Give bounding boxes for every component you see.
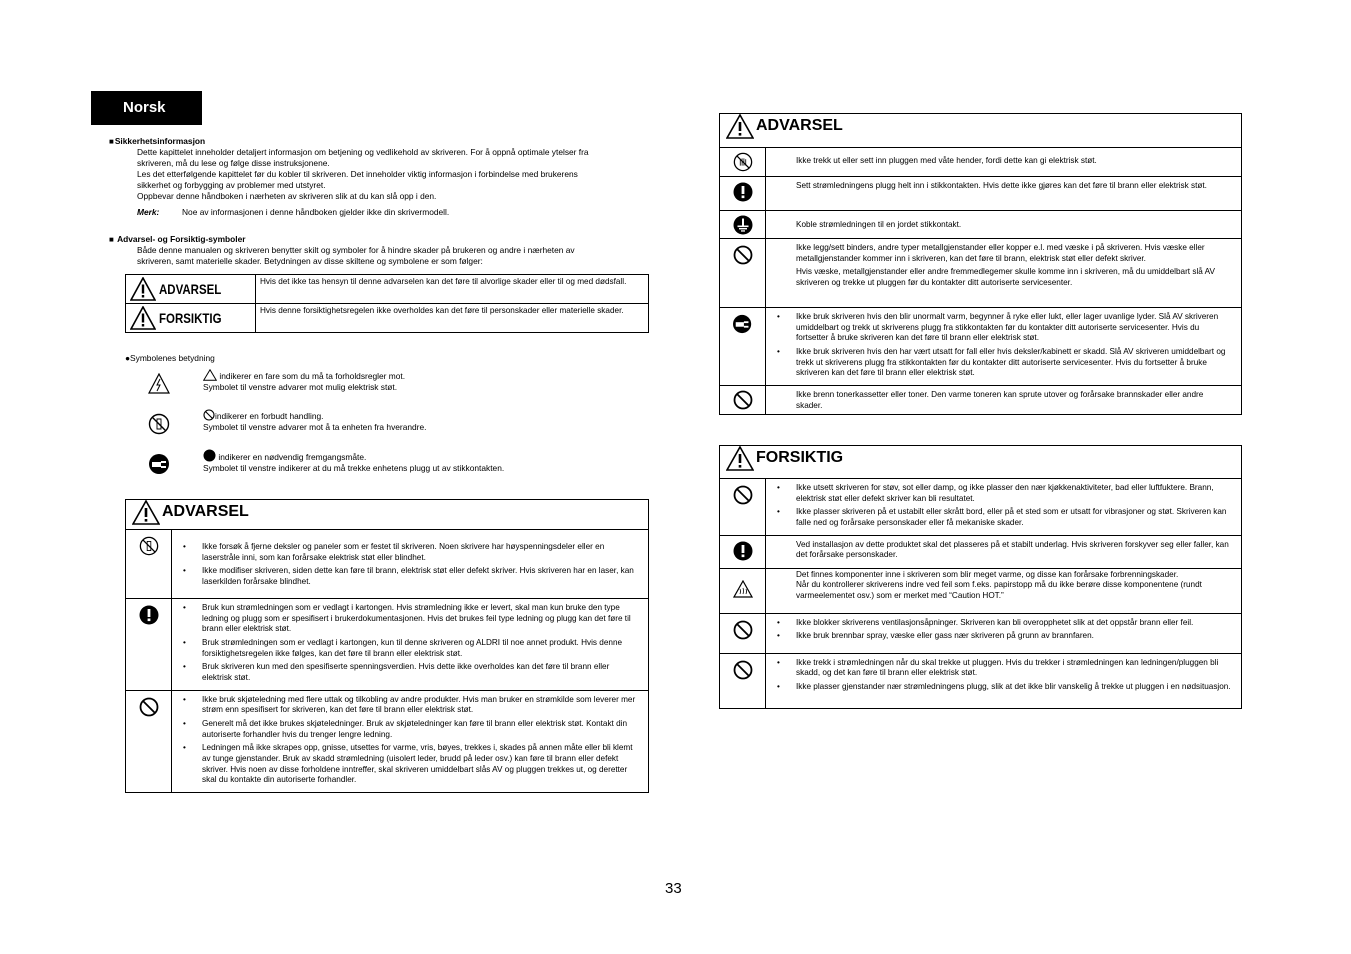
advarsel-row xyxy=(720,308,1242,386)
advarsel-item: • Ikke modifiser skriveren, siden dette kan føre til brann, elektrisk støt eller defekt skriver. Hvis skriveren har en laser, kan laserkilden forårsake blindhet. xyxy=(202,566,638,587)
warning-triangle-icon xyxy=(726,114,754,139)
mandatory-icon xyxy=(733,182,753,202)
forsiktig-row xyxy=(720,613,1242,653)
symbol-prohibited-detail: Symbolet til venstre advarer mot å ta enheten fra hverandre. xyxy=(203,422,427,432)
prohibited-icon xyxy=(733,660,753,680)
prohibited-icon xyxy=(733,485,753,505)
advarsel-item: • Ikke bruk skriveren hvis den har vært utsatt for fall eller hvis deksler/kabinett er skadd. Slå AV skriveren umiddelbart og trekk ut skriverens plugg fra stikkontakten før du kontakter ditt autoriserte servicesenter. Hvis du fortsetter å bruke skriveren kan det føre til brann eller elektrisk støt. xyxy=(796,347,1231,379)
forsiktig-item: • Ikke utsett skriveren for støv, sot eller damp, og ikke plasser den nær kjøkkenaktiviteter, bad eller luftfuktere. Brann, elektrisk støt eller defekt skriver kan bli resultatet. xyxy=(796,483,1231,504)
page-number: 33 xyxy=(665,880,682,897)
forsiktig-text: Ved installasjon av dette produktet skal det plasseres på et stabilt underlag. Hvis skriveren forskyver seg eller faller, kan det forårsake personskader. xyxy=(796,539,1229,560)
symbols-meaning-title: ●Symbolenes betydning xyxy=(125,353,215,364)
note xyxy=(137,207,661,218)
safety-line: Dette kapittelet inneholder detaljert informasjon om betjening og vedlikehold av skriveren. For å oppnå optimale ytelser fra xyxy=(137,147,589,158)
advarsel-header xyxy=(126,500,649,530)
symbol-row-mandatory xyxy=(91,449,661,484)
forsiktig-item: • Ikke trekk i strømledningen når du skal trekke ut pluggen. Hvis du trekker i strømledningen kan ledningen/pluggen bli skadd, og det kan føre til brann eller elektrisk støt. xyxy=(796,658,1231,679)
safety-line: Oppbevar denne håndboken i nærheten av skriveren slik at du kan slå opp i den. xyxy=(137,191,437,202)
advarsel-item: • Bruk skriveren kun med den spesifiserte spenningsverdien. Hvis dette ikke overholdes kan det føre til brann eller elektrisk støt. xyxy=(202,662,638,683)
advarsel-row xyxy=(720,211,1242,239)
no-disassemble-icon xyxy=(148,413,170,435)
forsiktig-item: • Ikke blokker skriverens ventilasjonsåpninger. Skriveren kan bli overopphetet slik at det oppstår brann eller feil. xyxy=(796,618,1231,629)
forsiktig-item: • Ikke plasser gjenstander nær strømledningens plugg, slik at det ikke blir vanskelig å trekke ut pluggen i en nødsituasjon. xyxy=(796,682,1231,693)
advarsel-row xyxy=(720,177,1242,211)
forsiktig-text: Det finnes komponenter inne i skriveren som blir meget varme, og disse kan forårsake forbrenningskader. Når du kontrollerer skriverens indre ved feil som f.eks. papirstopp må du ikke berøre disse komponentene (rundt varmeelementet osv.) som er merket med “Caution HOT.” xyxy=(796,569,1202,600)
symbols-heading-text: Advarsel- og Forsiktig-symboler xyxy=(117,233,246,244)
triangle-icon xyxy=(203,369,217,381)
caution-word: FORSIKTIG xyxy=(159,310,222,327)
warning-word: ADVARSEL xyxy=(159,281,222,298)
advarsel-item: • Ledningen må ikke skrapes opp, gnisse, utsettes for varme, vris, bøyes, trekkes i, skades på annen måte eller bli klemt av tunge gjenstander. Bruk av skadd strømledning (uisolert leder, brudd på leder osv.) kan føre til brann eller defekt skriver. Hvis noen av disse forholdene inntreffer, skal skriveren umiddelbart slås AV og pluggen trekkes ut, og deretter skal du kontakte din autoriserte forhandler. xyxy=(202,743,638,786)
prohibited-icon xyxy=(139,697,159,717)
advarsel-item: • Generelt må det ikke brukes skjøteledninger. Bruk av skjøteledninger kan føre til brann eller elektrisk støt. Kontakt din autoriserte forhandler hvis du trenger lengre ledning. xyxy=(202,719,638,740)
electric-shock-icon xyxy=(148,373,170,395)
signal-row-warning xyxy=(126,275,649,304)
advarsel-row xyxy=(720,385,1242,414)
advarsel-title: ADVARSEL xyxy=(162,503,249,521)
advarsel-row xyxy=(720,239,1242,308)
advarsel-text: Sett strømledningens plugg helt inn i stikkontakten. Hvis dette ikke gjøres kan det føre til brann eller elektrisk støt. xyxy=(796,181,1207,190)
advarsel-row xyxy=(126,599,649,691)
mandatory-icon xyxy=(139,605,159,625)
advarsel-table-right xyxy=(719,113,1242,415)
hot-surface-icon xyxy=(733,580,753,598)
warning-triangle-icon xyxy=(130,277,156,301)
safety-line: Les det etterfølgende kapittelet før du kobler til skriveren. Det inneholder viktig informasjon i forbindelse med brukerens xyxy=(137,169,578,180)
warning-description: Hvis det ikke tas hensyn til denne advarselen kan det føre til alvorlige skader eller til og med dødsfall. xyxy=(256,275,649,304)
safety-heading: ■Sikkerhetsinformasjon xyxy=(109,136,206,146)
symbols-heading: ■ Advarsel- og Forsiktig-symboler xyxy=(109,233,246,244)
symbol-mandatory-text: indikerer en nødvendig fremgangsmåte. xyxy=(218,452,367,463)
signal-row-caution xyxy=(126,304,649,333)
advarsel-text: Ikke trekk ut eller sett inn pluggen med våte hender, fordi dette kan gi elektrisk støt. xyxy=(796,156,1097,165)
forsiktig-row xyxy=(720,535,1242,568)
language-tab: Norsk xyxy=(91,91,202,125)
forsiktig-item: • Ikke plasser skriveren på et ustabilt eller skrått bord, eller på et sted som er utsatt for vibrasjoner og støt. Skriveren kan falle ned og forårsake personskader eller få mekaniske skader. xyxy=(796,507,1231,528)
warning-label-cell xyxy=(126,275,256,304)
prohibited-icon xyxy=(733,245,753,265)
symbol-prohibited-text: indikerer en forbudt handling. xyxy=(215,411,324,422)
advarsel-item: • Ikke bruk skjøteledning med flere uttak og tilkobling av andre produkter. Hvis man bruker en strømkilde som leverer mer strøm enn spesifisert for skriveren, kan det føre til brann eller elektrisk støt. xyxy=(202,695,638,716)
safety-line: skriveren, må du lese og følge disse instruksjonene. xyxy=(137,158,330,169)
advarsel-row xyxy=(126,690,649,792)
mandatory-icon xyxy=(733,541,753,561)
forsiktig-title: FORSIKTIG xyxy=(756,449,844,467)
advarsel-row xyxy=(720,148,1242,177)
symbol-row-danger xyxy=(91,369,661,404)
symbol-mandatory-detail: Symbolet til venstre indikerer at du må trekke enhetens plugg ut av stikkontakten. xyxy=(203,463,505,473)
symbol-danger-text: indikerer en fare som du må ta forholdsregler mot. xyxy=(219,371,406,382)
advarsel-header xyxy=(720,114,1242,148)
filled-circle-icon xyxy=(203,449,216,462)
safety-line: sikkerhet og forbygging av problemer med utstyret. xyxy=(137,180,326,191)
caution-description: Hvis denne forsiktighetsregelen ikke overholdes kan det føre til personskader eller materielle skader. xyxy=(256,304,649,333)
forsiktig-item: • Ikke bruk brennbar spray, væske eller gass nær skriveren på grunn av brannfaren. xyxy=(796,631,1231,642)
no-disassemble-icon xyxy=(139,536,159,556)
forsiktig-row xyxy=(720,479,1242,536)
prohibited-icon xyxy=(733,390,753,410)
forsiktig-row xyxy=(720,653,1242,708)
symbol-row-prohibited xyxy=(91,409,661,444)
advarsel-text: Ikke brenn tonerkassetter eller toner. Den varme toneren kan sprute utover og forårsake brannskader eller andre skader. xyxy=(796,389,1204,410)
warning-triangle-icon xyxy=(132,500,160,525)
symbols-paragraph xyxy=(137,245,661,267)
left-column xyxy=(91,136,661,484)
forsiktig-header xyxy=(720,446,1242,479)
unplug-icon xyxy=(148,453,172,475)
advarsel-row xyxy=(126,530,649,599)
forsiktig-table xyxy=(719,445,1242,709)
advarsel-text: Koble strømledningen til en jordet stikkontakt. xyxy=(796,220,962,229)
note-label: Merk: xyxy=(137,207,160,217)
warning-triangle-icon xyxy=(130,306,156,330)
advarsel-text: Hvis væske, metallgjenstander eller andre fremmedlegemer skulle komme inn i skriveren, må du umiddelbart slå AV skriveren og trekke ut pluggen før du kontakter ditt autoriserte servicesenter. xyxy=(796,267,1215,287)
unplug-icon xyxy=(732,314,754,334)
advarsel-item: • Ikke forsøk å fjerne deksler og paneler som er festet til skriveren. Noen skrivere har høyspenningsdeler eller en laserstråle inni, som kan forårsake elektrisk støt eller blindhet. xyxy=(202,542,638,563)
symbols-line: skriveren, samt materielle skader. Betydningen av disse skiltene og symbolene er som følger: xyxy=(137,256,483,267)
advarsel-item: • Bruk kun strømledningen som er vedlagt i kartongen. Hvis strømledning ikke er levert, skal man kun bruke den type ledning og plugg som er spesifisert i brukerdokumentasjonen. Hvis det brukes feil type ledning og plugg kan det føre til brann eller elektrisk støt. xyxy=(202,603,638,635)
advarsel-title: ADVARSEL xyxy=(756,117,843,135)
ground-icon xyxy=(733,215,753,235)
advarsel-table-left xyxy=(125,499,649,793)
no-wet-hands-icon xyxy=(733,152,753,172)
symbol-danger-detail: Symbolet til venstre advarer mot mulig elektrisk støt. xyxy=(203,382,398,392)
prohibited-small-icon xyxy=(203,409,215,421)
symbols-line: Både denne manualen og skriveren benytter skilt og symboler for å hindre skader på brukeren og andre i nærheten av xyxy=(137,245,575,256)
forsiktig-row xyxy=(720,568,1242,613)
advarsel-item: • Ikke bruk skriveren hvis den blir unormalt varm, begynner å ryke eller lukt, eller lager uvanlige lyder. Slå AV skriveren umiddelbart og trekk ut skriverens plugg fra stikkontakten før du kontakter ditt autoriserte servicesenter. Hvis du fortsetter å bruke skriveren kan det føre til brann eller elektrisk støt. xyxy=(796,312,1231,344)
prohibited-icon xyxy=(733,620,753,640)
note-text: Noe av informasjonen i denne håndboken gjelder ikke din skrivermodell. xyxy=(182,207,450,217)
safety-paragraph xyxy=(137,147,661,202)
warning-triangle-icon xyxy=(726,446,754,471)
signal-word-table xyxy=(125,274,649,333)
safety-heading-text: Sikkerhetsinformasjon xyxy=(114,136,206,146)
advarsel-text: Ikke legg/sett binders, andre typer metallgjenstander eller kopper e.l. med væske i på skriveren. Hvis væske eller metallgjenstander kommer inn i skriveren, kan det føre til brann, elektrisk støt eller defekt skriver. xyxy=(796,243,1205,263)
advarsel-item: • Bruk strømledningen som er vedlagt i kartongen, kun til denne skriveren og ALDRI til noe annet produkt. Hvis denne forsiktighetsregelen ikke følges, kan det føre til brann eller elektrisk støt. xyxy=(202,638,638,659)
caution-label-cell xyxy=(126,304,256,333)
